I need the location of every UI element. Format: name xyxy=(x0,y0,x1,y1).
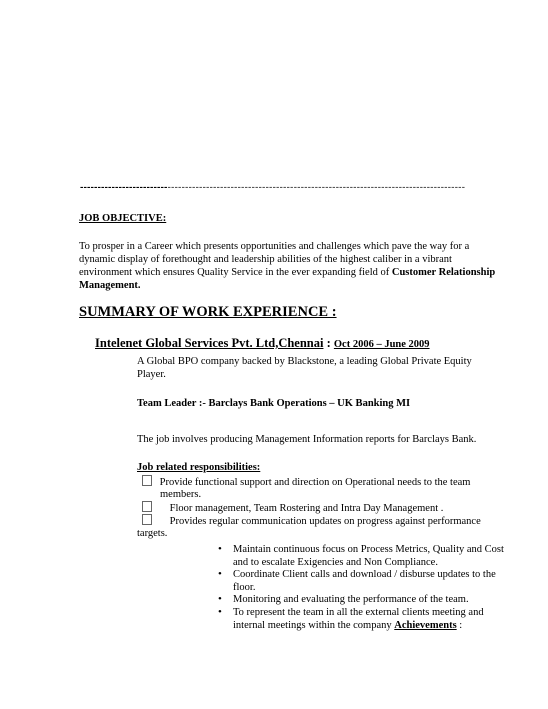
bullet-text: Maintain continuous focus on Process Metrics, Quality and Cost xyxy=(233,544,504,555)
company-separator: : xyxy=(323,336,334,350)
divider-rest: ------------------------------------------------------------------------------------- xyxy=(166,183,465,193)
objective-emphasis: Customer Relationship Management. xyxy=(79,267,496,291)
bullet-icon: • xyxy=(218,606,222,618)
responsibility-text: Provide functional support and direction on Operational needs to the team xyxy=(159,477,471,488)
bullet-text-part: internal meetings within the company xyxy=(233,620,395,631)
bullet-text: Monitoring and evaluating the performance of the team. xyxy=(233,594,469,605)
bullet-text: Coordinate Client calls and download / disburse updates to the xyxy=(233,569,496,580)
divider-bold: ------------------------- xyxy=(79,183,167,193)
job-summary: The job involves producing Management Information reports for Barclays Bank. xyxy=(137,434,477,445)
company-name: Intelenet Global Services Pvt. Ltd,Chennai xyxy=(95,336,324,350)
employment-dates: Oct 2006 – June 2009 xyxy=(333,339,430,350)
checkbox-icon xyxy=(142,501,152,512)
summary-heading: SUMMARY OF WORK EXPERIENCE : xyxy=(79,304,337,320)
checkbox-icon xyxy=(142,475,152,486)
checkbox-icon xyxy=(142,514,152,525)
responsibility-text: Provides regular communication updates on progress against performance xyxy=(169,516,481,527)
achievements-label: Achievements xyxy=(394,620,457,631)
bullet-icon: • xyxy=(218,568,222,580)
company-description-line2: Player. xyxy=(137,369,166,380)
responsibility-text-cont: targets. xyxy=(137,528,168,539)
section-divider xyxy=(79,183,467,195)
bullet-text-cont: floor. xyxy=(233,582,256,593)
bullet-text: To represent the team in all the external clients meeting and xyxy=(233,607,484,618)
bullet-text-cont: and to escalate Exigencies and Non Compliance. xyxy=(233,557,438,568)
achievements-suffix: : xyxy=(456,620,463,631)
responsibility-item xyxy=(142,501,443,515)
role-title: Team Leader :- Barclays Bank Operations – UK Banking MI xyxy=(137,398,411,409)
bullet-text-cont xyxy=(233,619,462,632)
responsibility-text-cont: members. xyxy=(160,489,202,500)
company-line xyxy=(95,336,430,351)
objective-heading: JOB OBJECTIVE: xyxy=(79,213,167,224)
bullet-icon: • xyxy=(218,543,222,555)
responsibilities-heading: Job related responsibilities: xyxy=(137,462,261,473)
objective-body: To prosper in a Career which presents opportunities and challenges which pave the way for a dynamic display of forethought and leadership abilities of the highest caliber in a vibrant environment which ensures Quality Service in the ever expanding field of xyxy=(79,241,470,278)
objective-text xyxy=(79,240,499,292)
bullet-icon: • xyxy=(218,593,222,605)
company-description-line1: A Global BPO company backed by Blackstone, a leading Global Private Equity xyxy=(137,356,472,367)
responsibility-text: Floor management, Team Rostering and Intra Day Management . xyxy=(169,503,444,514)
responsibility-item xyxy=(142,475,470,489)
responsibility-item xyxy=(142,514,481,528)
